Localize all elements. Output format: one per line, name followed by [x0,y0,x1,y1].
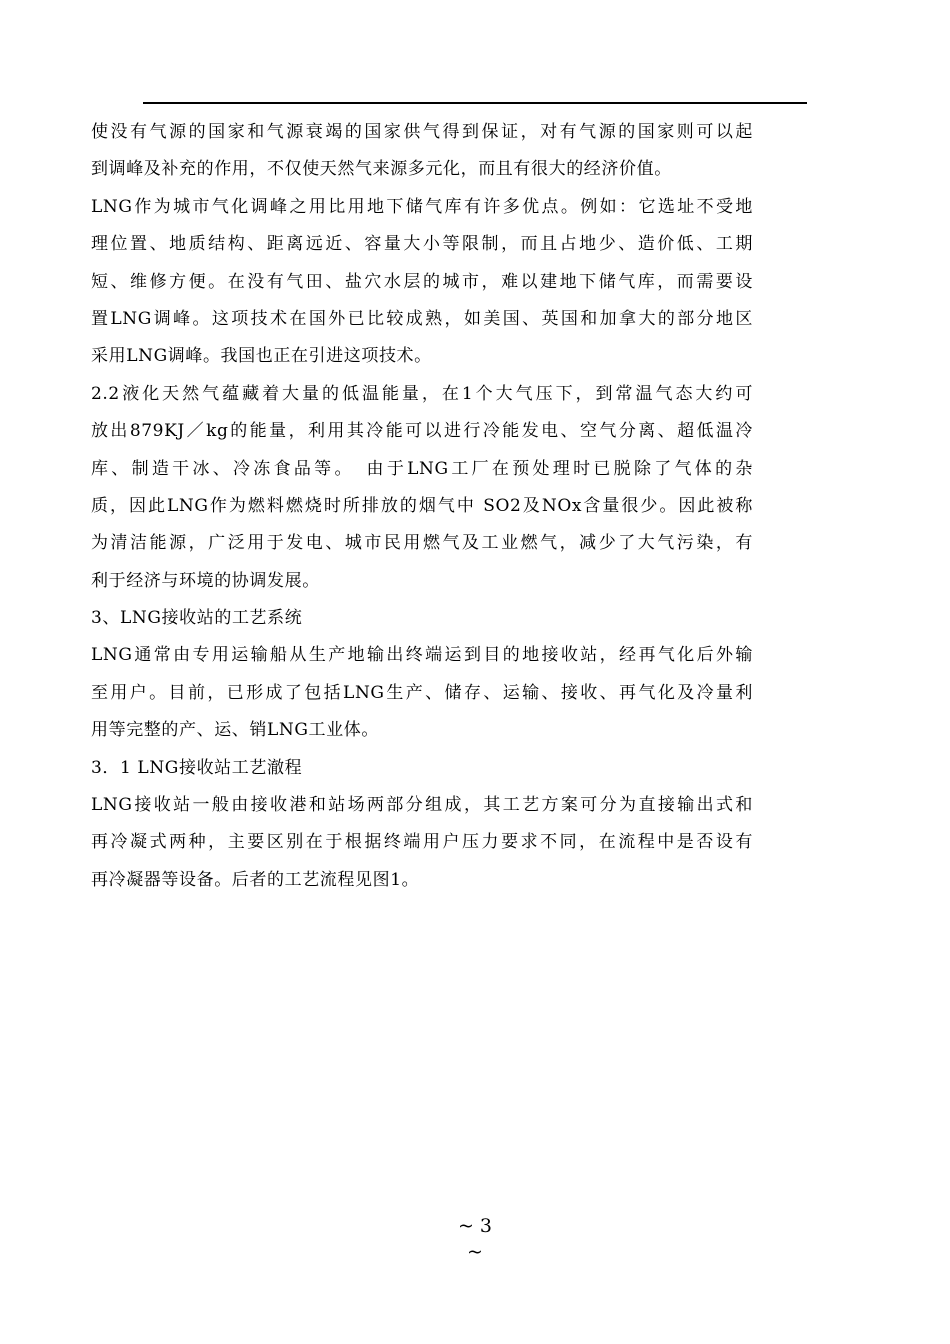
text-line-17: 用等完整的产、运、销LNG工业体。 [91,720,379,741]
header-rule [143,102,807,104]
text-line-15: LNG通常由专用运输船从生产地输出终端运到目的地接收站，经再气化后外输 [91,645,753,666]
page-number: ~ 3 [457,1215,493,1237]
text-line-19: LNG接收站一般由接收港和站场两部分组成，其工艺方案可分为直接输出式和 [91,795,753,816]
text-line-1: 使没有气源的国家和气源衰竭的国家供气得到保证，对有气源的国家则可以起 [91,122,753,142]
text-line-9: 放出879KJ／kg的能量，利用其冷能可以进行冷能发电、空气分离、超低温冷 [91,421,753,442]
text-line-13: 利于经济与环境的协调发展。 [91,570,320,591]
text-line-21: 再冷凝器等设备。后者的工艺流程见图1。 [91,869,420,890]
text-line-3: LNG作为城市气化调峰之用比用地下储气库有许多优点。例如：它选址不受地 [91,196,753,217]
text-line-5: 短、维修方便。在没有气田、盐穴水层的城市，难以建地下储气库，而需要设 [91,271,753,292]
text-line-8: 2.2液化天然气蕴藏着大量的低温能量，在1个大气压下，到常温气态大约可 [91,383,753,404]
text-line-10: 库、制造干冰、冷冻食品等。 由于LNG工厂在预处理时已脱除了气体的杂 [91,458,753,479]
text-line-16: 至用户。目前，已形成了包括LNG生产、储存、运输、接收、再气化及冷量利 [91,682,753,703]
text-line-12: 为清洁能源，广泛用于发电、城市民用燃气及工业燃气，减少了大气污染，有 [91,533,753,554]
text-line-2: 到调峰及补充的作用，不仅使天然气来源多元化，而且有很大的经济价值。 [91,159,672,180]
document-body [91,114,753,899]
text-line-20: 再冷凝式两种，主要区别在于根据终端用户压力要求不同，在流程中是否设有 [91,832,753,853]
text-line-7: 采用LNG调峰。我国也正在引进这项技术。 [91,346,432,367]
section-heading-3: 3、LNG接收站的工艺系统 [91,608,303,629]
text-line-6: 置LNG调峰。这项技术在国外已比较成熟，如美国、英国和加拿大的部分地区 [91,308,753,329]
section-heading-3-1: 3．1 LNG接收站工艺澈程 [91,757,303,778]
text-line-11: 质，因此LNG作为燃料燃烧时所排放的烟气中 SO2及NOx含量很少。因此被称 [91,495,753,516]
text-line-4: 理位置、地质结构、距离远近、容量大小等限制，而且占地少、造价低、工期 [91,234,753,255]
page-number-tilde: ~ [467,1241,483,1263]
